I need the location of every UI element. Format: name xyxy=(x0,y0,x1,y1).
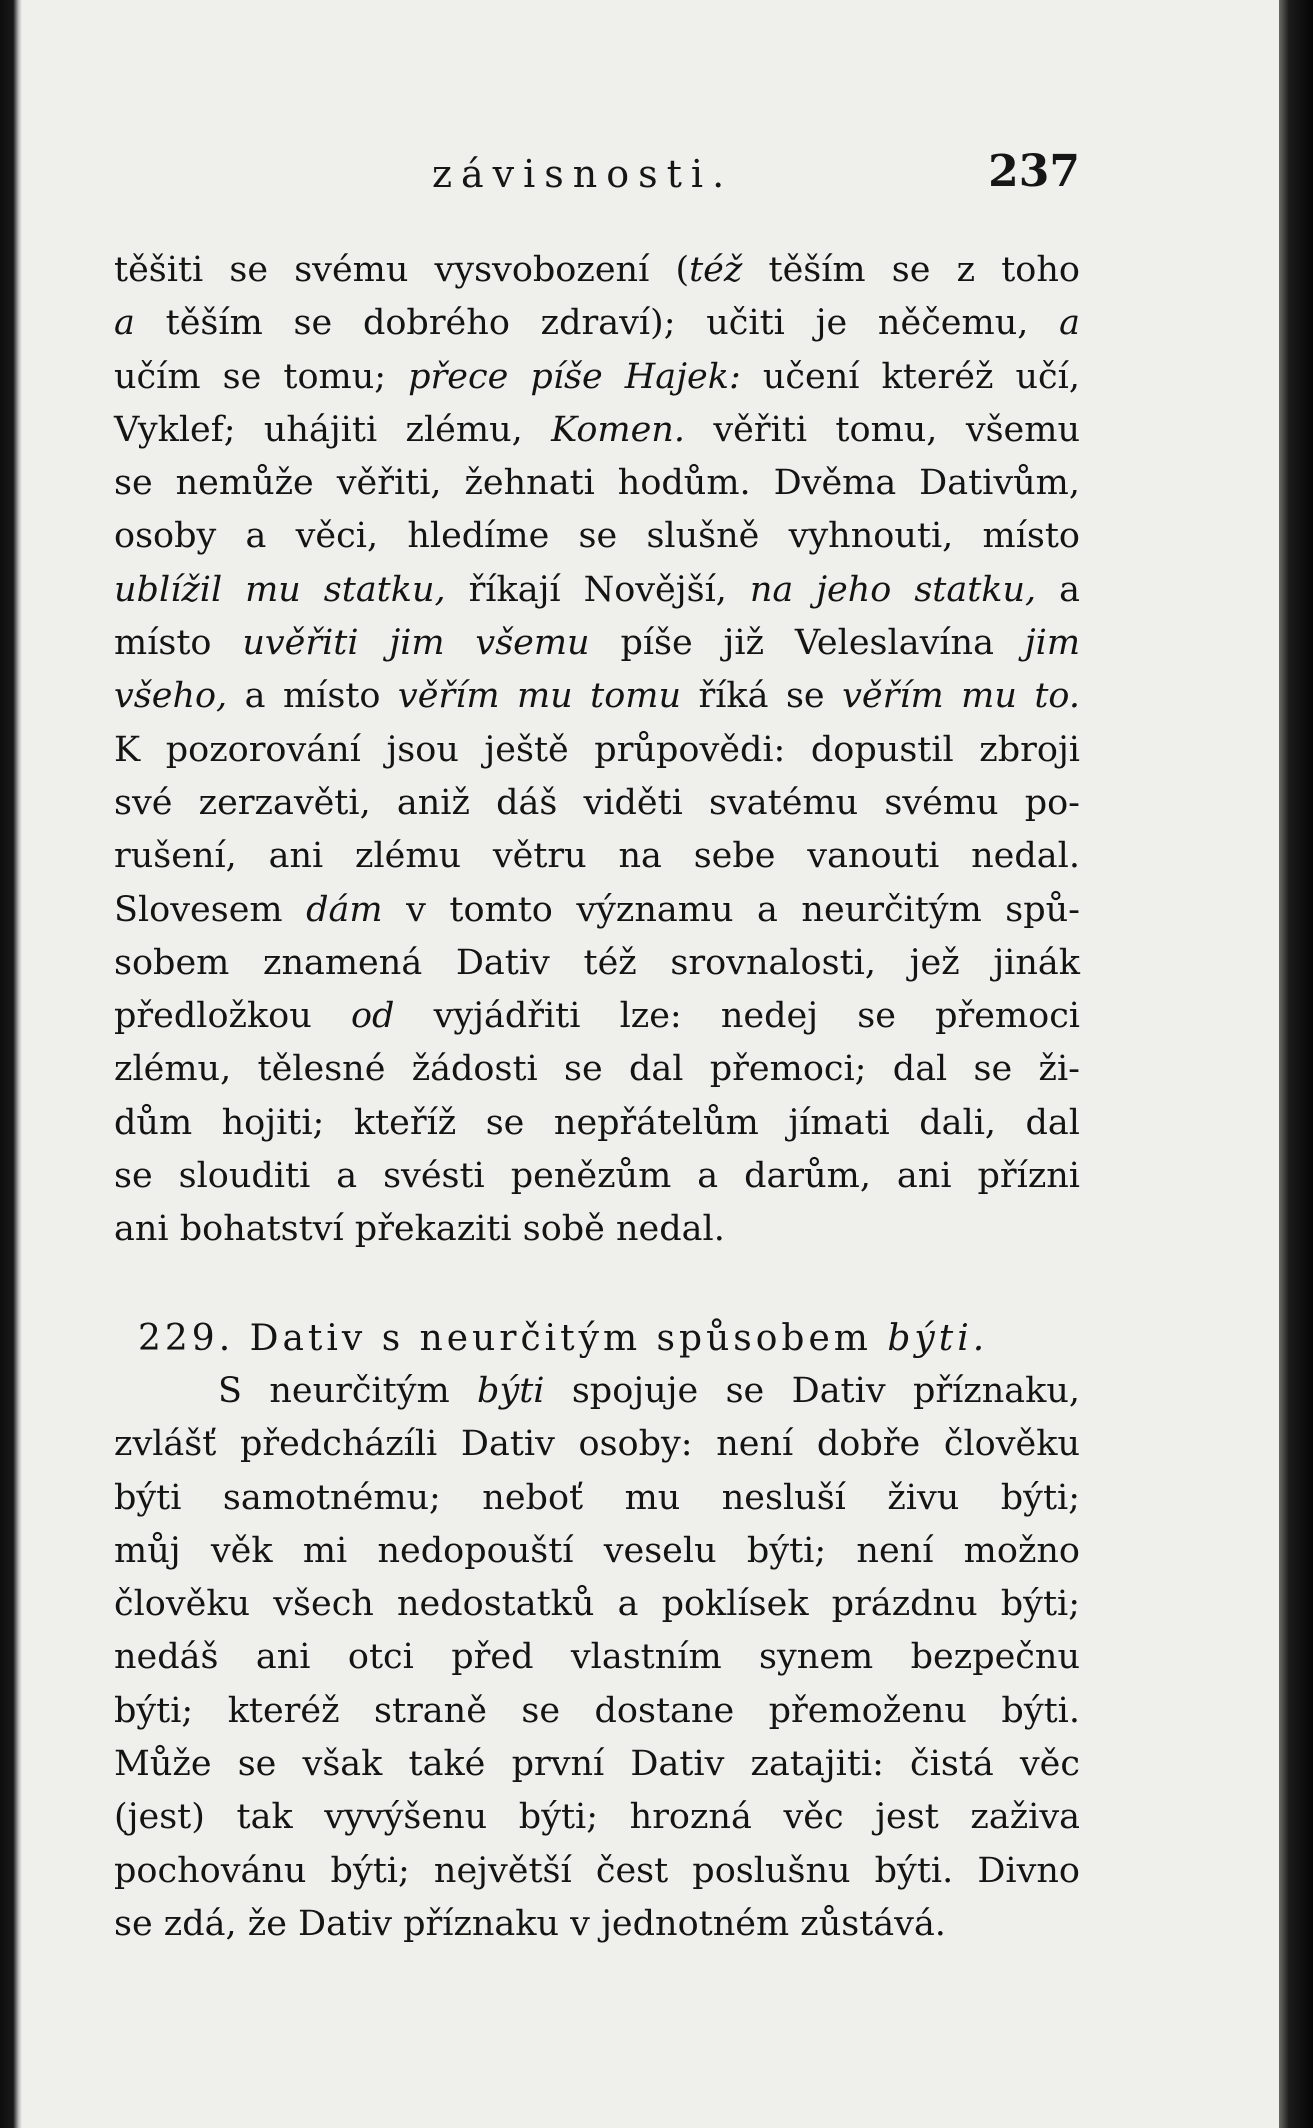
text-segment: můj věk mi nedopouští veselu býti; není možno xyxy=(114,1530,1080,1571)
text-segment: zvlášť předcházíli Dativ osoby: není dobře člověku xyxy=(114,1424,1080,1465)
text-segment: místo xyxy=(114,623,243,664)
text-line xyxy=(114,1150,1080,1203)
text-line xyxy=(114,564,1080,617)
text-segment: S neurčitým xyxy=(218,1370,478,1411)
section-heading-italic: býti. xyxy=(887,1317,989,1359)
italic-text: na jeho statku, xyxy=(749,569,1037,610)
text-line xyxy=(114,244,1080,297)
text-line xyxy=(114,990,1080,1043)
italic-text: věřím mu to. xyxy=(842,676,1081,717)
section-heading xyxy=(114,1312,1080,1365)
text-segment: své zerzavěti, aniž dáš viděti svatému svému po- xyxy=(114,782,1080,823)
text-segment: v tomto významu a neurčitým spů- xyxy=(382,889,1081,930)
italic-text: všeho, xyxy=(114,676,228,717)
text-line xyxy=(114,1365,1080,1418)
text-segment: býti samotnému; neboť mu nesluší živu býti; xyxy=(114,1477,1080,1518)
text-segment: se zdá, že Dativ příznaku v jednotném zůstává. xyxy=(114,1903,946,1944)
text-segment: osoby a věci, hledíme se slušně vyhnouti, místo xyxy=(114,516,1080,557)
text-segment: se nemůže věřiti, žehnati hodům. Dvěma Dativům, xyxy=(114,463,1080,504)
text-segment: se slouditi a svésti penězům a darům, ani přízni xyxy=(114,1156,1080,1197)
italic-text: býti xyxy=(477,1370,545,1411)
text-line xyxy=(114,351,1080,404)
page-body xyxy=(114,244,1080,1951)
text-segment: Může se však také první Dativ zatajiti: čistá věc xyxy=(114,1744,1080,1785)
text-segment: rušení, ani zlému větru na sebe vanouti nedal. xyxy=(114,836,1080,877)
text-line xyxy=(114,670,1080,723)
running-title: závisnosti. xyxy=(432,152,734,196)
text-line xyxy=(114,830,1080,883)
text-segment: Vyklef; uhájiti zlému, xyxy=(114,409,552,450)
page-gutter-shadow xyxy=(0,0,22,2128)
text-segment: učení kteréž učí, xyxy=(740,356,1080,397)
text-segment: sobem znamená Dativ též srovnalosti, jež jinák xyxy=(114,942,1080,983)
page-number: 237 xyxy=(988,146,1080,197)
italic-text: ublížil mu statku, xyxy=(114,569,446,610)
text-line xyxy=(114,297,1080,350)
text-segment: předložkou xyxy=(114,996,351,1037)
italic-text: a xyxy=(1059,303,1080,344)
text-segment: spojuje se Dativ příznaku, xyxy=(544,1370,1080,1411)
text-line xyxy=(114,1525,1080,1578)
text-segment: ani bohatství překaziti sobě nedal. xyxy=(114,1209,725,1250)
text-segment: píše již Veleslavína xyxy=(589,623,1025,664)
text-line xyxy=(114,777,1080,830)
text-segment: dům hojiti; kteříž se nepřátelům jímati dali, dal xyxy=(114,1102,1080,1143)
paragraph-1 xyxy=(114,244,1080,1257)
text-line xyxy=(114,1738,1080,1791)
text-segment: učím se tomu; xyxy=(114,356,409,397)
text-segment: pochovánu býti; největší čest poslušnu býti. Divno xyxy=(114,1850,1080,1891)
text-segment: a místo xyxy=(227,676,398,717)
italic-text: věřím mu tomu xyxy=(397,676,682,717)
text-segment: zlému, tělesné žádosti se dal přemoci; dal se ži- xyxy=(114,1049,1080,1090)
text-line xyxy=(114,1043,1080,1096)
text-line xyxy=(114,404,1080,457)
italic-text: Komen. xyxy=(551,409,685,450)
italic-text: dám xyxy=(306,889,383,930)
italic-text: a xyxy=(114,303,135,344)
text-segment: těšiti se svému vysvobození ( xyxy=(114,250,690,290)
italic-text: uvěřiti jim všemu xyxy=(242,623,590,664)
text-segment: říkají Novější, xyxy=(445,569,750,610)
text-segment: a xyxy=(1036,569,1080,610)
paragraph-2 xyxy=(114,1365,1080,1951)
text-line xyxy=(114,1472,1080,1525)
italic-text: jim xyxy=(1024,623,1081,664)
scan-edge-shadow xyxy=(1279,0,1313,2128)
text-line xyxy=(114,1685,1080,1738)
italic-text: též xyxy=(689,250,743,290)
text-line xyxy=(114,724,1080,777)
text-segment: Slovesem xyxy=(114,889,307,930)
text-segment: (jest) tak vyvýšenu býti; hrozná věc jest zaživa xyxy=(114,1797,1080,1838)
italic-text: od xyxy=(350,996,395,1037)
text-line xyxy=(114,617,1080,670)
text-line xyxy=(114,937,1080,990)
text-segment: těším se z toho xyxy=(742,250,1080,290)
text-line xyxy=(114,1578,1080,1631)
section-heading-text: 229. Dativ s neurčitým spůsobem xyxy=(138,1317,872,1359)
italic-text: přece píše Hajek: xyxy=(408,356,741,397)
text-line xyxy=(114,1418,1080,1471)
text-line xyxy=(114,1845,1080,1898)
text-line xyxy=(114,884,1080,937)
text-segment: člověku všech nedostatků a poklísek prázdnu býti; xyxy=(114,1584,1080,1625)
text-line xyxy=(114,1631,1080,1684)
text-segment: těším se dobrého zdraví); učiti je něčemu, xyxy=(134,303,1060,344)
text-line xyxy=(114,1898,1080,1951)
text-line xyxy=(114,1791,1080,1844)
text-line xyxy=(114,1203,1080,1256)
text-segment: říká se xyxy=(681,676,843,717)
text-line xyxy=(114,1097,1080,1150)
text-line xyxy=(114,457,1080,510)
text-segment: nedáš ani otci před vlastním synem bezpečnu xyxy=(114,1637,1080,1678)
text-segment: vyjádřiti lze: nedej se přemoci xyxy=(394,996,1080,1037)
text-segment: býti; kteréž straně se dostane přemoženu býti. xyxy=(114,1690,1080,1731)
text-segment: K pozorování jsou ještě průpovědi: dopustil zbroji xyxy=(114,729,1080,770)
text-segment: věřiti tomu, všemu xyxy=(684,409,1080,450)
page-header xyxy=(114,146,1080,212)
text-line xyxy=(114,510,1080,563)
